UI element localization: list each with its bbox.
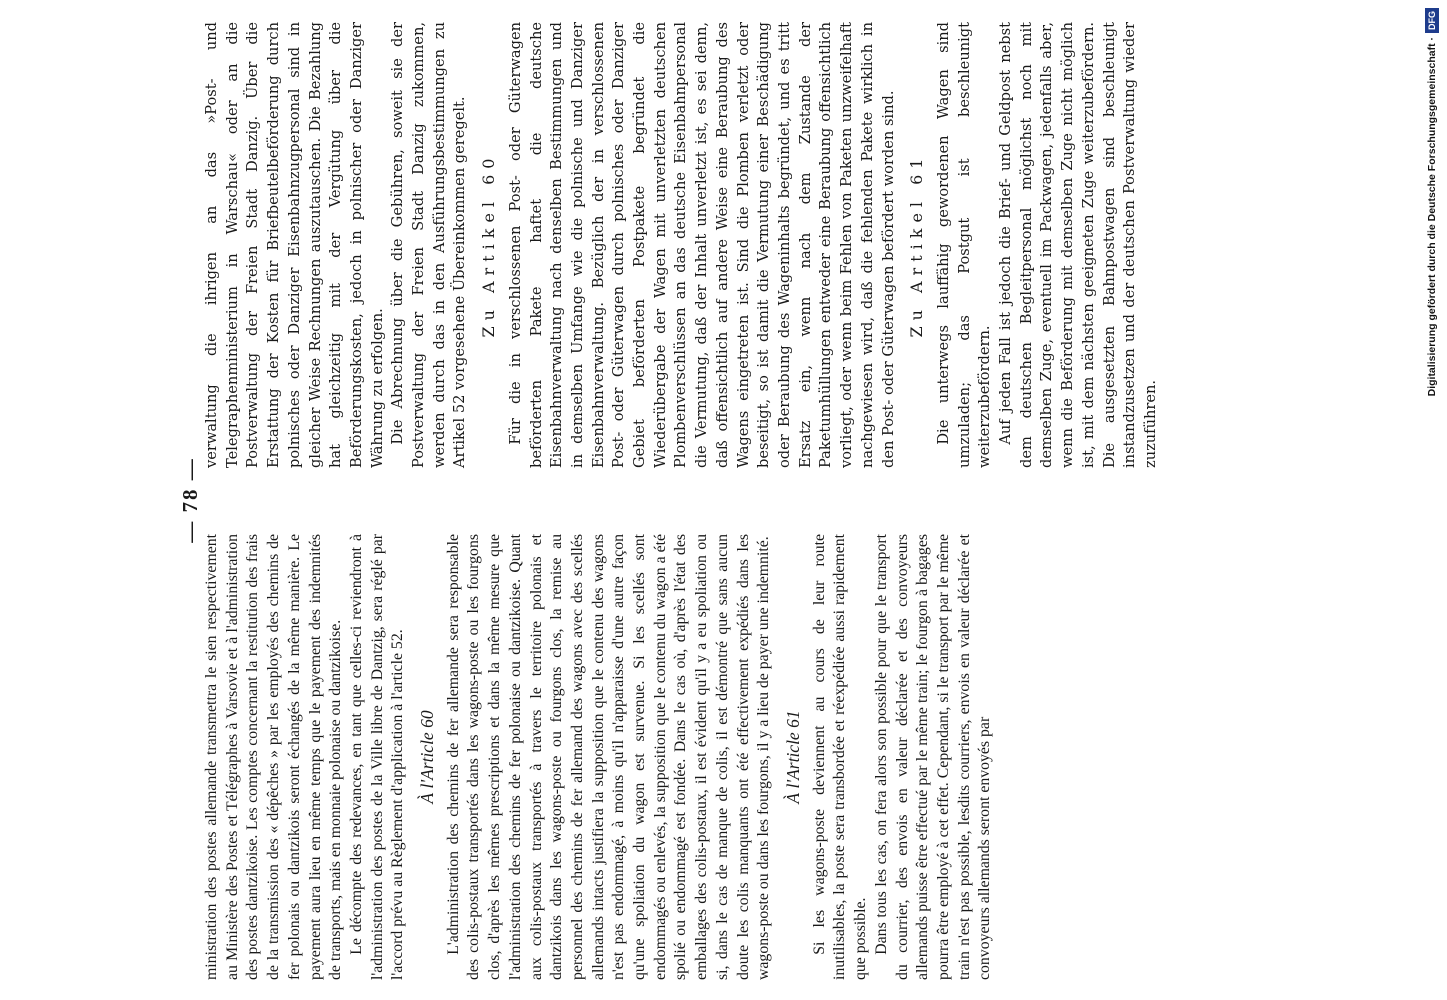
dfg-logo-icon: DFG [1425,8,1439,33]
german-paragraph: verwaltung die ihrigen an das »Post- und Telegraphenministerium in Warschau« oder an die Postverwaltung der Freien Stadt Danzig. Über die Erstattung der Kosten für Briefbeutelbeförderung durch polnisches oder Danziger Eisenbahnzugpersonal sind in gleicher Weise Rechnungen auszutauschen. Die Bezahlung hat gleichzeitig mit der Vergütung über die Beförderungskosten, jedoch in polnischer oder Danziger Währung zu erfolgen. [203,22,386,468]
german-paragraph: Die unterwegs lauffähig gewordenen Wagen sind umzuladen; das Postgut ist beschleunigt weiterzubefördern. [934,22,994,468]
german-heading-article-61: Zu Artikel 61 [907,152,927,338]
french-heading-article-60: À l'Article 60 [417,710,438,804]
french-paragraph: L'administration des chemins de fer allemande sera responsable des colis-postaux transportés dans les wagons-poste ou les fourgons clos, d'après les mêmes prescriptions et dans la même mesure que l'administration des chemins de fer polonaise ou dantzikoise. Quant aux colis-postaux transportés à travers le territoire polonais et dantzikois dans les wagons-poste ou fourgons clos, la remise au personnel des chemins de fer allemand des wagons avec des scellés allemands intacts justifiera la supposition que le contenu des wagons n'est pas endommagé, à moins qu'il n'apparaisse d'une autre façon qu'une spoliation du wagon est survenue. Si les scellés sont endommagés ou enlevés, la supposition que le contenu du wagon a été spolié ou endommagé est fondée. Dans le cas où, d'après l'état des emballages des colis-postaux, il est évident qu'il y a eu spoliation ou si, dans le cas de manque de colis, il est démontré que sans aucun doute les colis manquants ont été effectivement expédiés dans les wagons-poste ou dans les fourgons, il y a lieu de payer une indemnité. [444,534,773,980]
credit-text: Digitalisierung gefördert durch die Deutsche Forschungsgemeinschaft · [1426,37,1438,397]
french-paragraph: ministration des postes allemande transmettra le sien respectivement au Ministère des Postes et Télégraphes à Varsovie et à l'administration des postes dantzikoise. Les comptes concernant la restitution des frais de la transmission des « dépêches » par les employés des chemins de fer polonais ou dantzikois seront échangés de la même manière. Le payement aura lieu en même temps que le payement des indemnités de transports, mais en monnaie polonaise ou dantzikoise. [203,534,345,980]
document-page [178,0,1159,1000]
french-paragraph: Dans tous les cas, on fera alors son possible pour que le transport du courrier, des envois en valeur déclarée et des convoyeurs allemands puisse être effectué par le même train; le fourgon à bagages pourra être employé à cet effet. Cependant, si le transport par le même train n'est pas possible, lesdits courriers, envois en valeur déclarée et convoyeurs allemands seront envoyés par [872,534,994,980]
french-column [202,534,994,980]
french-paragraph: Si les wagons-poste deviennent au cours de leur route inutilisables, la poste sera transbordée et réexpédiée aussi rapidement que possible. [810,534,870,980]
german-paragraph: Auf jeden Fall ist jedoch die Brief- und Geldpost nebst dem deutschen Begleitpersonal möglichst noch mit demselben Zuge, eventuell im Packwagen, jedenfalls aber, wenn die Beförderung mit demselben Zuge nicht möglich ist, mit dem nächsten geeigneten Zuge weiterzubefördern. Die ausgesetzten Bahnpostwagen sind beschleunigt instandzusetzen und der deutschen Postverwaltung wieder zuzuführen. [997,22,1159,468]
page-number: — 78 — [178,457,202,543]
german-paragraph: Für die in verschlossenen Post- oder Güterwagen beförderten Pakete haftet die deutsche Eisenbahnverwaltung nach denselben Bestimmungen und in demselben Umfange wie die polnische und Danziger Eisenbahnverwaltung. Bezüglich der in verschlossenen Post- oder Güterwagen durch polnisches oder Danziger Gebiet beförderten Postpakete begründet die Wiederübergabe der Wagen mit unverletzten deutschen Plombenverschlüssen an das deutsche Eisenbahnpersonal die Vermutung, daß der Inhalt unverletzt ist, es sei denn, daß offensichtlich auf andere Weise eine Beraubung des Wagens eingetreten ist. Sind die Plomben verletzt oder beseitigt, so ist damit die Vermutung einer Beschädigung oder Beraubung des Wageninhalts begründet, und es tritt Ersatz ein, wenn nach dem Zustande der Paketumhüllungen entweder eine Beraubung offensichtlich vorliegt, oder wenn beim Fehlen von Paketen unzweifelhaft nachgewiesen wird, daß die fehlenden Pakete wirklich in den Post- oder Güterwagen befördert worden sind. [506,22,897,468]
french-heading-article-61: À l'Article 61 [782,710,803,804]
german-heading-article-60: Zu Artikel 60 [479,152,499,338]
digitization-credit [1421,0,1447,1000]
french-paragraph: Le décompte des redevances, en tant que celles-ci reviendront à l'administration des postes de la Ville libre de Dantzig, sera réglé par l'accord prévu au Règlement d'application à l'article 52. [347,534,407,980]
german-paragraph: Die Abrechnung über die Gebühren, soweit sie der Postverwaltung der Freien Stadt Danzig zukommen, werden durch das in den Ausführungsbestimmungen zu Artikel 52 vorgesehene Übereinkommen geregelt. [389,22,469,468]
german-column [202,22,1159,468]
